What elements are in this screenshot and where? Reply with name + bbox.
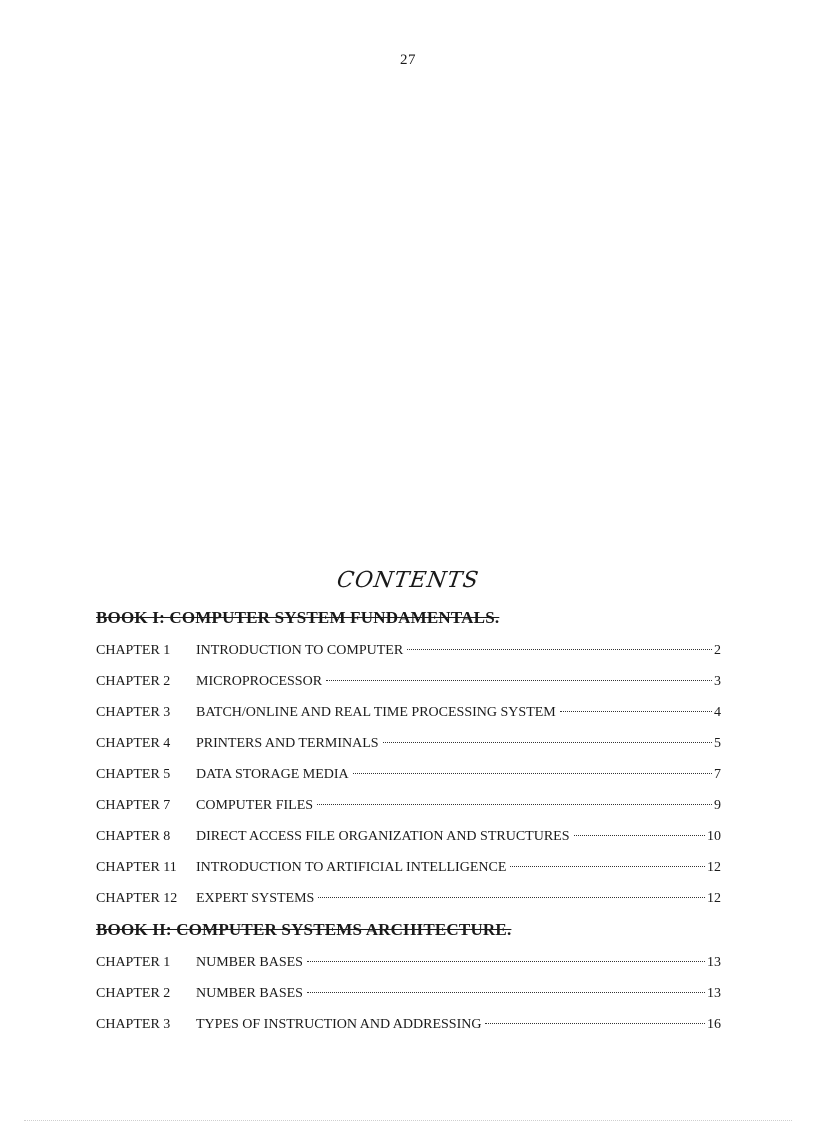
toc-page-number: 13 [707, 986, 721, 1001]
toc-page-number: 2 [714, 643, 721, 658]
toc-chapter-title: DIRECT ACCESS FILE ORGANIZATION AND STRUCTURES [196, 829, 570, 844]
dot-leader [353, 773, 712, 774]
toc-chapter-title: COMPUTER FILES [196, 798, 314, 813]
toc-chapter-number: CHAPTER 12 [96, 891, 178, 906]
toc-chapter-title: PRINTERS AND TERMINALS [196, 736, 379, 751]
toc-page-number: 7 [714, 767, 721, 782]
toc-chapter-number: CHAPTER 3 [96, 1017, 171, 1032]
toc-chapter-title: BATCH/ONLINE AND REAL TIME PROCESSING SYSTEM [196, 705, 556, 720]
toc-entry[interactable] [96, 759, 721, 790]
toc-entry[interactable] [96, 852, 721, 883]
toc-chapter-title: INTRODUCTION TO COMPUTER [196, 643, 404, 658]
toc-entry[interactable] [96, 947, 721, 978]
dot-leader [307, 992, 705, 993]
toc-entry[interactable] [96, 883, 721, 914]
toc-chapter-number: CHAPTER 3 [96, 705, 171, 720]
toc-entry[interactable] [96, 978, 721, 1009]
toc-page-number: 12 [707, 860, 721, 875]
toc-entry[interactable] [96, 635, 721, 666]
toc-entry[interactable] [96, 666, 721, 697]
toc-chapter-title: MICROPROCESSOR [196, 674, 323, 689]
toc-page-number: 12 [707, 891, 721, 906]
toc-chapter-number: CHAPTER 4 [96, 736, 171, 751]
toc-page-number: 3 [714, 674, 721, 689]
toc-page-number: 5 [714, 736, 721, 751]
contents-title: CONTENTS [335, 568, 481, 593]
toc-chapter-number: CHAPTER 5 [96, 767, 171, 782]
page-number: 27 [400, 52, 416, 68]
dot-leader [307, 961, 705, 962]
dot-leader [318, 897, 705, 898]
toc-chapter-title: EXPERT SYSTEMS [196, 891, 315, 906]
dot-leader [574, 835, 706, 836]
toc-chapter-number: CHAPTER 7 [96, 798, 171, 813]
toc-chapter-title: NUMBER BASES [196, 986, 303, 1001]
dot-leader [383, 742, 712, 743]
dot-leader [326, 680, 712, 681]
dot-leader [485, 1023, 705, 1024]
book-heading: BOOK I: COMPUTER SYSTEM FUNDAMENTALS. [96, 608, 500, 627]
toc-chapter-title: NUMBER BASES [196, 955, 303, 970]
dot-leader [407, 649, 712, 650]
toc-page-number: 4 [714, 705, 721, 720]
toc-page-number: 13 [707, 955, 721, 970]
toc-chapter-number: CHAPTER 2 [96, 674, 171, 689]
toc-entry[interactable] [96, 697, 721, 728]
toc-chapter-title: DATA STORAGE MEDIA [196, 767, 349, 782]
toc-page-number: 9 [714, 798, 721, 813]
toc-chapter-title: INTRODUCTION TO ARTIFICIAL INTELLIGENCE [196, 860, 507, 875]
toc-page-number: 16 [707, 1017, 721, 1032]
toc-chapter-title: TYPES OF INSTRUCTION AND ADDRESSING [196, 1017, 482, 1032]
table-of-contents [96, 606, 721, 1040]
toc-entry[interactable] [96, 821, 721, 852]
dot-leader [317, 804, 712, 805]
toc-chapter-number: CHAPTER 11 [96, 860, 177, 875]
toc-chapter-number: CHAPTER 8 [96, 829, 171, 844]
page-bottom-divider [24, 1120, 792, 1121]
dot-leader [510, 866, 705, 867]
toc-entry[interactable] [96, 790, 721, 821]
toc-page-number: 10 [707, 829, 721, 844]
toc-chapter-number: CHAPTER 2 [96, 986, 171, 1001]
toc-chapter-number: CHAPTER 1 [96, 955, 171, 970]
toc-chapter-number: CHAPTER 1 [96, 643, 171, 658]
toc-entry[interactable] [96, 1009, 721, 1040]
dot-leader [560, 711, 712, 712]
book-heading: BOOK II: COMPUTER SYSTEMS ARCHITECTURE. [96, 920, 512, 939]
toc-entry[interactable] [96, 728, 721, 759]
